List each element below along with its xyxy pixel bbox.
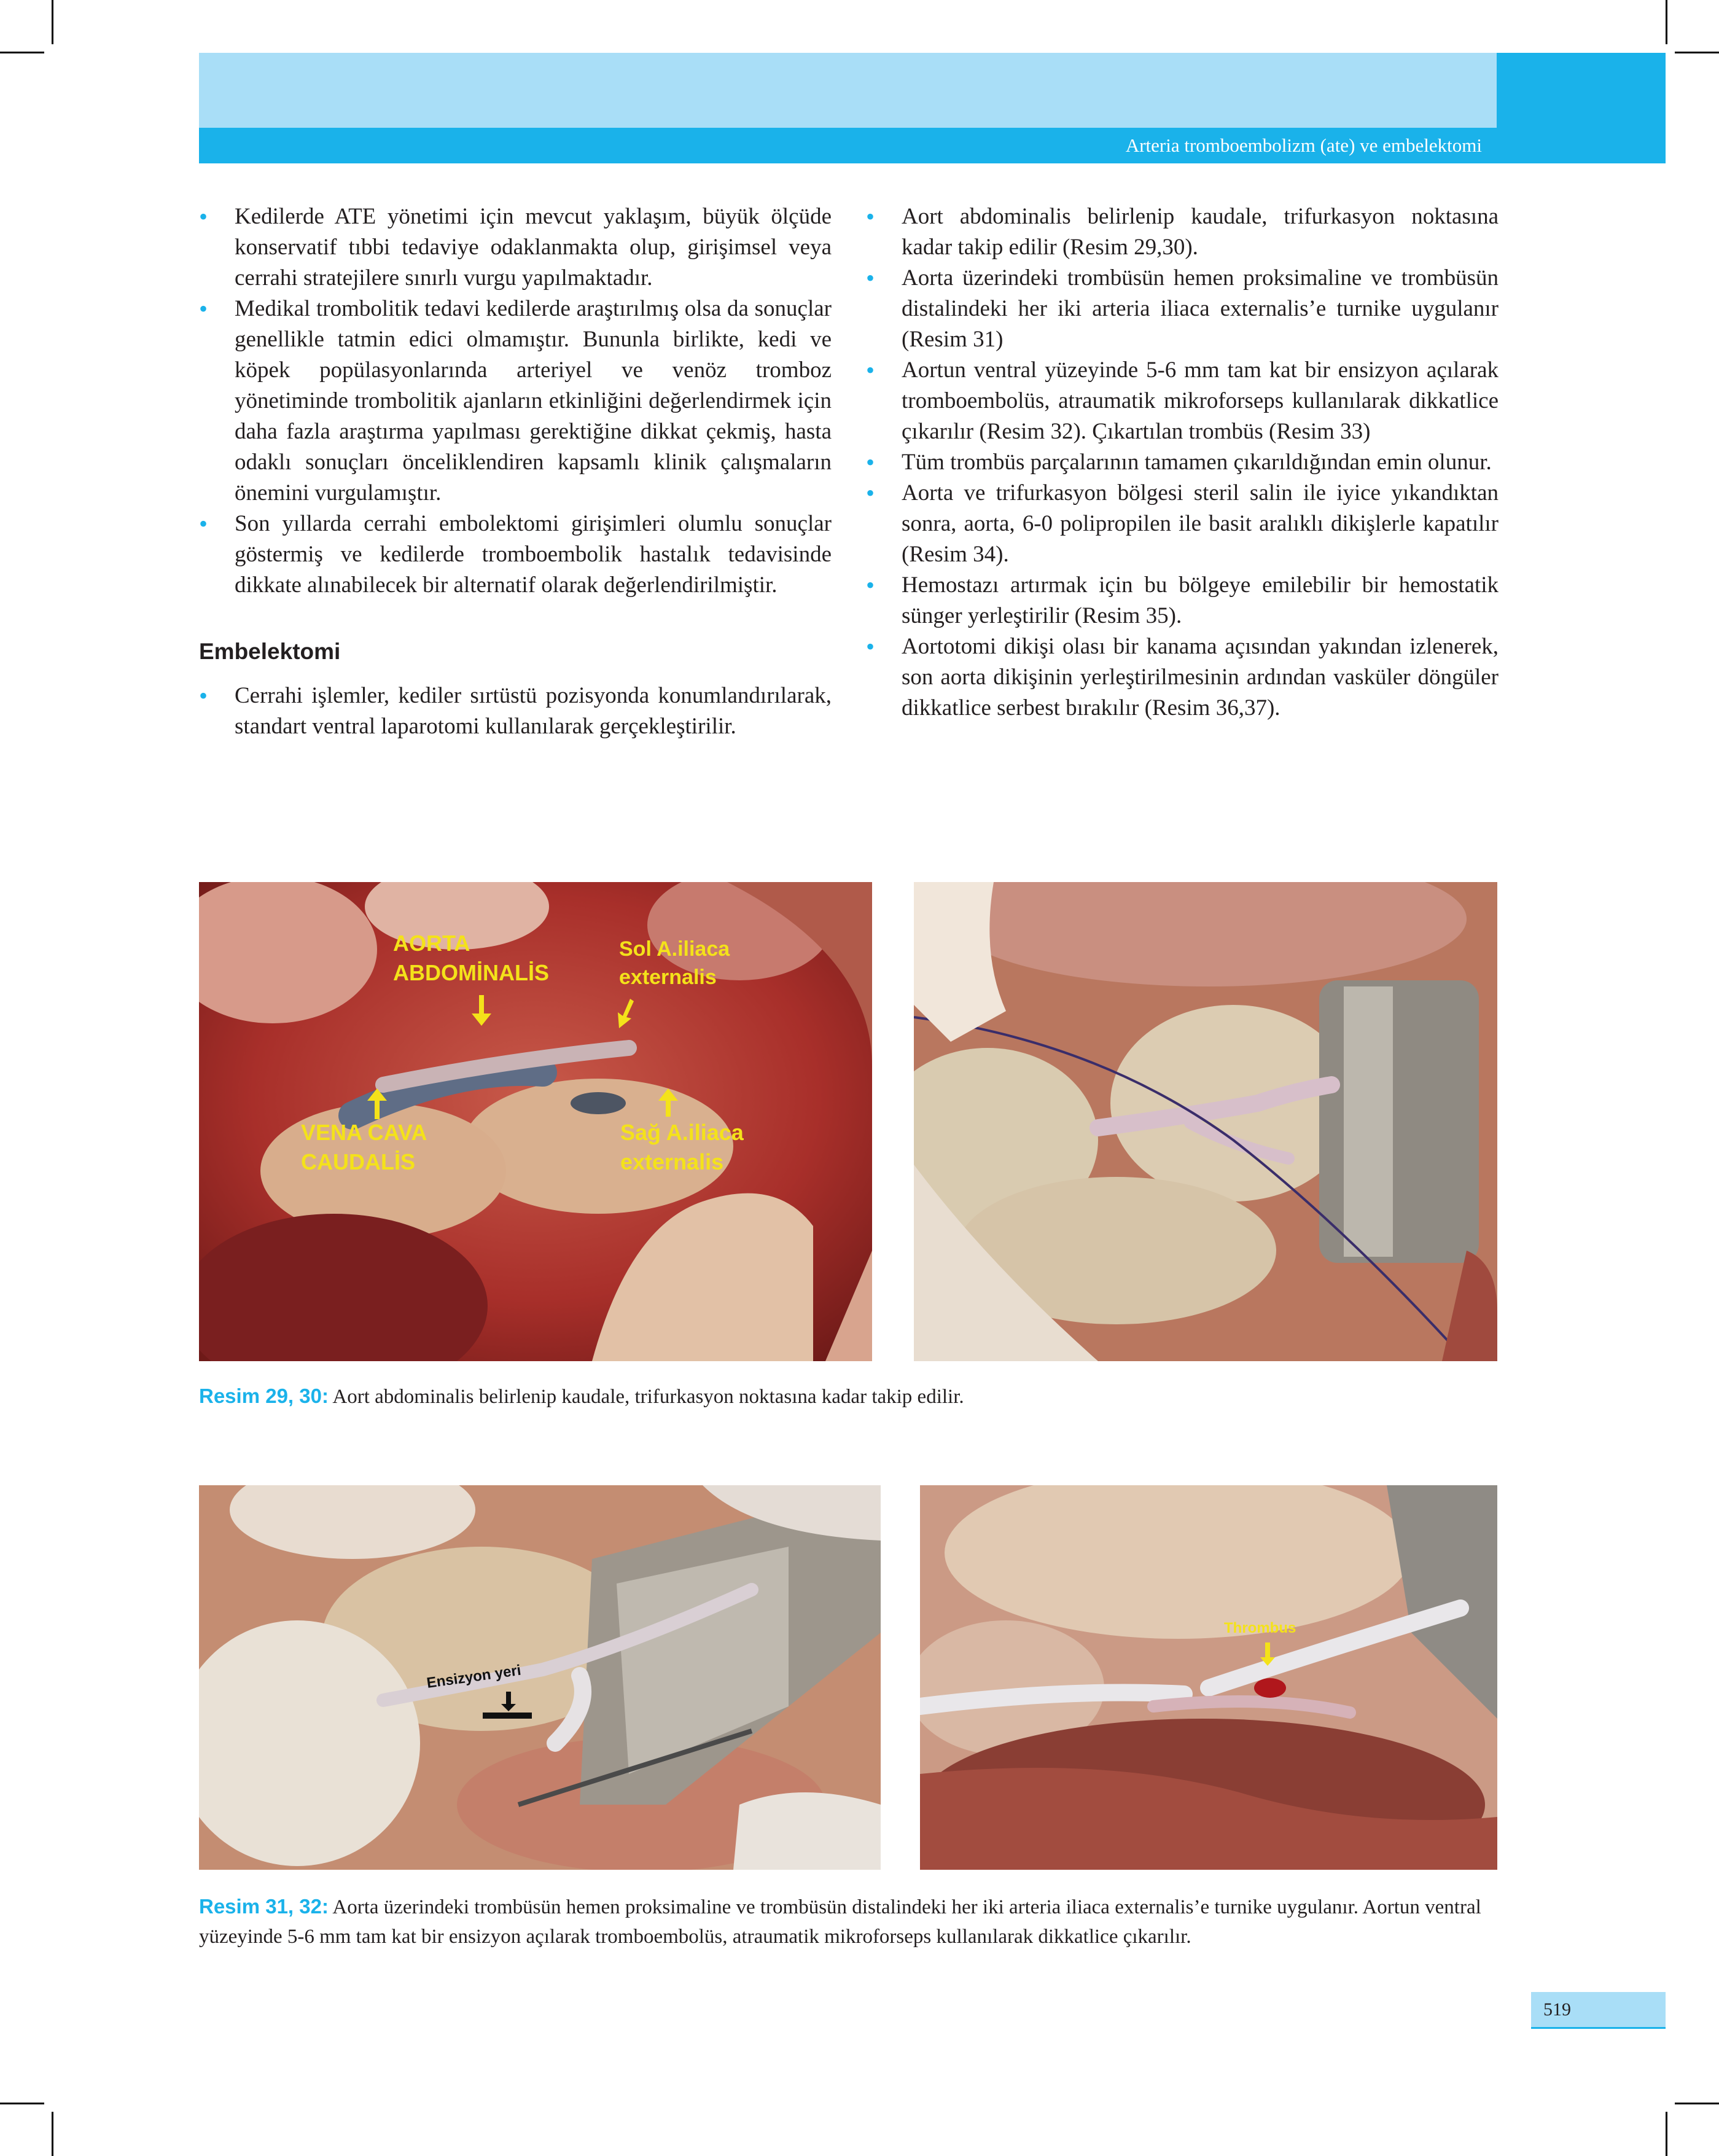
- caption-text: Aort abdominalis belirlenip kaudale, trifurkasyon noktasına kadar takip edilir.: [328, 1386, 964, 1408]
- running-title: Arteria tromboembolizm (ate) ve embelektomi: [1125, 135, 1482, 156]
- section-title: Embelektomi: [199, 639, 341, 664]
- list-item: • Kedilerde ATE yönetimi için mevcut yaklaşım, büyük ölçüde konservatif tıbbi tedaviye odaklanmakta olup, girişimsel veya cerrahi stratejilere sınırlı vurgu yapılmaktadır.: [199, 201, 832, 294]
- list-item: • Cerrahi işlemler, kediler sırtüstü pozisyonda konumlandırılarak, standart ventral laparotomi kullanılarak gerçekleştirilir.: [199, 681, 832, 742]
- left-column: [199, 201, 832, 742]
- list-item: • Aorta ve trifurkasyon bölgesi steril salin ile iyice yıkandıktan sonra, aorta, 6-0 polipropilen ile basit aralıklı dikişlerle kapatılır (Resim 34).: [866, 478, 1499, 570]
- header-band: [199, 53, 1497, 128]
- label-sol-iliaca: Sol A.iliaca: [619, 937, 730, 961]
- crop-mark: [1666, 2112, 1667, 2156]
- page-number: 519: [1543, 1999, 1571, 2020]
- page-number-rule: [1531, 2027, 1666, 2029]
- list-item: • Hemostazı artırmak için bu bölgeye emilebilir bir hemostatik sünger yerleştirilir (Resim 35).: [866, 570, 1499, 631]
- crop-mark: [1675, 52, 1719, 53]
- bullet-list: [199, 681, 832, 742]
- incision-marker: [483, 1713, 532, 1719]
- list-item: • Aorta üzerindeki trombüsün hemen proksimaline ve trombüsün distalindeki her iki arteria iliaca externalis’e turnike uygulanır (Resim 31): [866, 263, 1499, 355]
- label-vena-cava: CAUDALİS: [301, 1149, 415, 1174]
- header-accent-block: [1497, 53, 1666, 128]
- caption-label: Resim 31, 32:: [199, 1895, 329, 1918]
- surgical-photo-32: [920, 1485, 1497, 1870]
- label-aorta: ABDOMİNALİS: [393, 960, 549, 985]
- list-item: • Tüm trombüs parçalarının tamamen çıkarıldığından emin olunur.: [866, 447, 1499, 478]
- crop-mark: [1666, 0, 1667, 44]
- label-thrombus: Thrombus: [1224, 1620, 1296, 1636]
- figure-caption: [199, 1381, 1502, 1412]
- crop-mark: [0, 52, 44, 53]
- bullet-list: [199, 201, 832, 601]
- caption-text: Aorta üzerindeki trombüsün hemen proksimaline ve trombüsün distalindeki her iki arteria iliaca externalis’e turnike uygulanır. Aortun ventral yüzeyinde 5-6 mm tam kat bir ensizyon açılarak tromboembolüs, atraumatik mikroforseps kullanılarak dikkatlice çıkarılır.: [199, 1896, 1481, 1948]
- label-sag-iliaca: Sağ A.iliaca: [620, 1120, 744, 1145]
- list-item: • Aort abdominalis belirlenip kaudale, trifurkasyon noktasına kadar takip edilir (Resim 29,30).: [866, 201, 1499, 263]
- label-aorta: AORTA: [393, 931, 470, 956]
- right-column: [866, 201, 1499, 724]
- label-ensizyon: Ensizyon yeri: [426, 1662, 523, 1692]
- bullet-list: [866, 201, 1499, 724]
- label-sag-iliaca: externalis: [620, 1149, 724, 1174]
- crop-mark: [1675, 2103, 1719, 2104]
- label-vena-cava: VENA CAVA: [301, 1120, 427, 1145]
- crop-mark: [52, 0, 53, 44]
- label-sol-iliaca: externalis: [619, 966, 717, 989]
- surgical-photo-30: [914, 882, 1497, 1361]
- list-item: • Aortun ventral yüzeyinde 5-6 mm tam kat bir ensizyon açılarak tromboembolüs, atraumatik mikroforseps kullanılarak dikkatlice çıkarılır (Resim 32). Çıkartılan trombüs (Resim 33): [866, 355, 1499, 447]
- list-item: • Medikal trombolitik tedavi kedilerde araştırılmış olsa da sonuçlar genellikle tatmin edici olmamıştır. Bununla birlikte, kedi ve köpek popülasyonlarında arteriyel ve venöz tromboz yönetiminde trombolitik ajanların etkinliğini değerlendirmek için daha fazla araştırma yapılması gerektiğine dikkat çekmiş, hasta odaklı sonuçları önceliklendiren kapsamlı klinik çalışmaların önemini vurgulamıştır.: [199, 294, 832, 509]
- list-item: • Aortotomi dikişi olası bir kanama açısından yakından izlenerek, son aorta dikişinin yerleştirilmesinin ardından vasküler döngüler dikkatlice serbest bırakılır (Resim 36,37).: [866, 631, 1499, 724]
- figure-caption: [199, 1892, 1502, 1951]
- caption-label: Resim 29, 30:: [199, 1385, 329, 1407]
- surgical-photo-31: [199, 1485, 881, 1870]
- crop-mark: [52, 2112, 53, 2156]
- list-item: • Son yıllarda cerrahi embolektomi girişimleri olumlu sonuçlar göstermiş ve kedilerde tromboembolik hastalık tedavisinde dikkate alınabilecek bir alternatif olarak değerlendirilmiştir.: [199, 509, 832, 601]
- surgical-photo-29: [199, 882, 872, 1361]
- crop-mark: [0, 2103, 44, 2104]
